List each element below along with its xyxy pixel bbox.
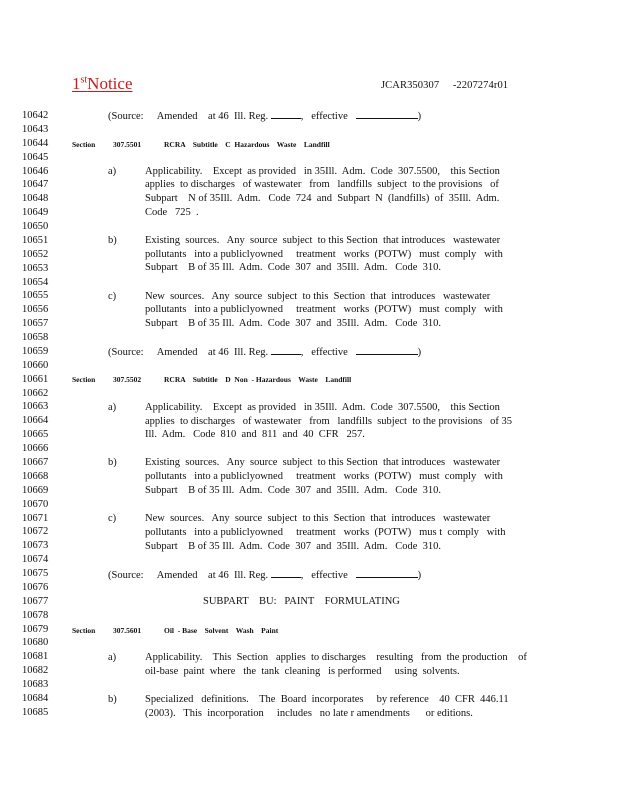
body-line: Existing sources. Any source subject to this Section that introduces wastewater [145,235,501,246]
line-number: 10664 [22,415,49,427]
line-number: 10658 [22,332,49,344]
section-title: RCRA Subtitle D Non - Hazardous Waste Landfill [164,375,352,384]
line-number: 10682 [22,665,49,677]
item-label-b: b) [108,457,117,468]
line-number: 10647 [22,179,49,191]
body-line: Specialized definitions. The Board incorporates by reference 40 CFR 446.11 [145,694,509,705]
line-number: 10680 [22,637,49,649]
body-line: Applicability. This Section applies to discharges resulting from the production of [145,652,527,663]
body-line: New sources. Any source subject to this Section that introduces wastewater [145,513,491,524]
body-line: pollutants into a publiclyowned treatment works (POTW) must comply with [145,471,503,482]
body-line: Applicability. Except as provided in 35Ill. Adm. Code 307.5500, this Section [145,166,500,177]
body-line: Applicability. Except as provided in 35Ill. Adm. Code 307.5500, this Section [145,402,500,413]
line-number: 10671 [22,512,49,524]
subpart-heading: SUBPART BU: PAINT FORMULATING [203,596,400,607]
body-line: Subpart B of 35 Ill. Adm. Code 307 and 35Ill. Adm. Code 310. [145,262,442,273]
line-number: 10642 [22,110,49,121]
line-number: 10653 [22,262,49,274]
body-line: Existing sources. Any source subject to this Section that introduces wastewater [145,457,501,468]
line-number: 10667 [22,457,49,468]
line-number: 10650 [22,221,49,233]
line-number: 10674 [22,554,49,566]
section-number: 307.5501 [113,140,142,149]
body-line: (2003). This incorporation includes no late r amendments or editions. [145,708,473,719]
section-heading: Section [72,140,96,149]
line-number: 10654 [22,276,49,288]
line-number: 10663 [22,401,49,413]
body-line: Code 725 . [145,207,199,218]
line-number: 10644 [22,137,49,149]
line-number: 10643 [22,123,49,135]
line-number: 10666 [22,443,49,455]
section-title: RCRA Subtitle C Hazardous Waste Landfill [164,140,330,149]
line-number: 10655 [22,290,49,302]
section-heading: Section [72,375,96,384]
item-label-c: c) [108,291,117,302]
line-number: 10659 [22,345,49,357]
item-label-b: b) [108,694,117,705]
item-label-b: b) [108,235,117,246]
body-line: Subpart B of 35 Ill. Adm. Code 307 and 35Ill. Adm. Code 310. [145,541,442,552]
line-number: 10646 [22,165,49,177]
body-line: New sources. Any source subject to this Section that introduces wastewater [145,291,491,302]
line-number: 10685 [22,706,49,718]
section-number: 307.5601 [113,626,142,635]
body-line: Subpart B of 35 Ill. Adm. Code 307 and 35Ill. Adm. Code 310. [145,485,442,496]
body-line: pollutants into a publiclyowned treatment works (POTW) must comply with [145,249,503,260]
line-number: 10645 [22,151,49,163]
section-heading: Section [72,626,96,635]
line-number: 10662 [22,387,49,399]
line-number: 10665 [22,429,49,441]
body-line: Subpart B of 35 Ill. Adm. Code 307 and 35Ill. Adm. Code 310. [145,318,442,329]
item-label-a: a) [108,166,117,177]
jcar-code: JCAR350307 -2207274r01 [381,80,509,91]
body-line: applies to discharges of wastewater from landfills subject to the provisions of 35 [145,416,512,427]
line-number: 10656 [22,304,49,316]
line-number: 10673 [22,540,49,552]
line-number: 10668 [22,470,49,482]
source-note: (Source: Amended at 46 Ill. Reg. , effective ) [108,570,422,581]
body-line: pollutants into a publiclyowned treatment works (POTW) must comply with [145,304,503,315]
body-line: oil-base paint where the tank cleaning is performed using solvents. [145,666,460,677]
line-number: 10652 [22,248,49,260]
line-number: 10669 [22,484,49,496]
line-number: 10657 [22,318,49,330]
section-title: Oil - Base Solvent Wash Paint [164,626,279,635]
line-number: 10677 [22,595,49,607]
item-label-c: c) [108,513,117,524]
body-line: Ill. Adm. Code 810 and 811 and 40 CFR 257. [145,429,365,440]
line-number: 10648 [22,193,49,205]
line-number: 10660 [22,359,49,371]
body-line: pollutants into a publiclyowned treatment works (POTW) mus t comply with [145,527,506,538]
line-number: 10661 [22,373,49,385]
line-number: 10684 [22,692,49,704]
line-number: 10683 [22,679,49,691]
line-number: 10681 [22,651,49,663]
line-number: 10672 [22,526,49,538]
item-label-a: a) [108,652,117,663]
item-label-a: a) [108,402,117,413]
body-line: Subpart N of 35Ill. Adm. Code 724 and Subpart N (landfills) of 35Ill. Adm. [145,193,500,204]
source-note: (Source: Amended at 46 Ill. Reg. , effective ) [108,111,422,122]
line-number: 10678 [22,609,49,621]
line-number: 10679 [22,623,49,635]
line-number: 10649 [22,207,49,219]
line-number: 10651 [22,234,49,246]
line-number: 10675 [22,568,49,580]
line-number: 10676 [22,581,49,593]
line-number: 10670 [22,498,49,510]
notice-label: 1stNotice [72,74,133,93]
source-note: (Source: Amended at 46 Ill. Reg. , effective ) [108,347,422,358]
section-number: 307.5502 [113,375,142,384]
body-line: applies to discharges of wastewater from landfills subject to the provisions of [145,179,499,190]
